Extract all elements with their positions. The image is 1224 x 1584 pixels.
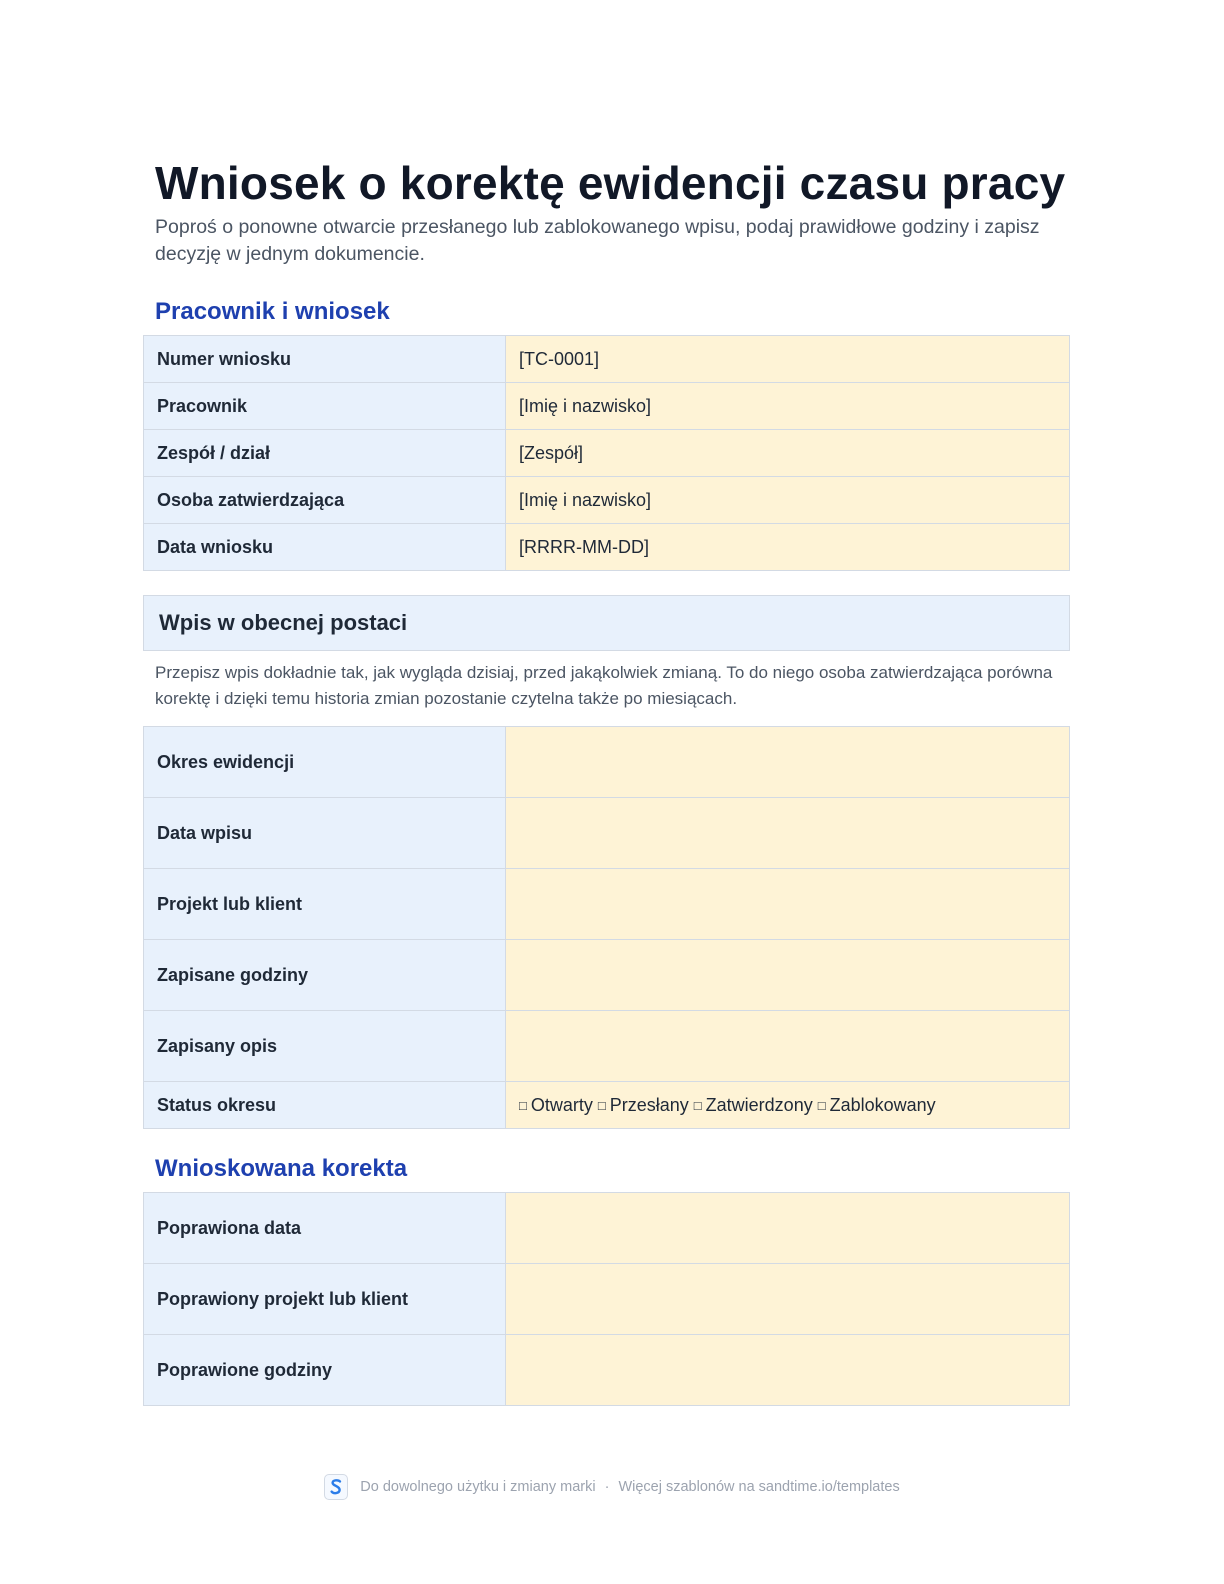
table-row <box>144 477 1070 524</box>
row-label: Poprawione godziny <box>144 1335 506 1406</box>
row-label: Data wpisu <box>144 798 506 869</box>
table-row <box>144 1082 1070 1129</box>
status-options <box>506 1082 1070 1129</box>
checkbox-icon: □ <box>817 1097 826 1113</box>
table-row <box>144 1011 1070 1082</box>
recorded-description-field[interactable] <box>506 1011 1070 1082</box>
row-label: Status okresu <box>144 1082 506 1129</box>
approver-field[interactable]: [Imię i nazwisko] <box>506 477 1070 524</box>
table-row <box>144 798 1070 869</box>
row-label: Poprawiona data <box>144 1193 506 1264</box>
checkbox-icon: □ <box>597 1097 606 1113</box>
status-option-locked[interactable]: □ Zablokowany <box>817 1094 936 1115</box>
table-row <box>144 1264 1070 1335</box>
status-option-submitted[interactable]: □ Przesłany <box>597 1094 689 1115</box>
checkbox-icon: □ <box>519 1097 527 1113</box>
status-option-open[interactable]: □ Otwarty <box>519 1094 593 1115</box>
row-label: Numer wniosku <box>144 336 506 383</box>
table-row <box>144 1335 1070 1406</box>
row-label: Pracownik <box>144 383 506 430</box>
request-number-field[interactable]: [TC-0001] <box>506 336 1070 383</box>
section-heading-current: Wpis w obecnej postaci <box>143 595 1070 651</box>
sandtime-logo-icon <box>324 1474 348 1500</box>
corrected-date-field[interactable] <box>506 1193 1070 1264</box>
row-label: Zapisany opis <box>144 1011 506 1082</box>
footer-templates-link[interactable]: Więcej szablonów na sandtime.io/templates <box>618 1479 900 1495</box>
table-row <box>144 383 1070 430</box>
correction-table <box>143 1192 1070 1406</box>
table-row <box>144 1193 1070 1264</box>
employee-name-field[interactable]: [Imię i nazwisko] <box>506 383 1070 430</box>
page-subtitle: Poproś o ponowne otwarcie przesłanego lub zablokowanego wpisu, podaj prawidłowe godziny i zapisz decyzję w jednym dokumencie. <box>155 216 1040 265</box>
table-row <box>144 524 1070 571</box>
section-note: Przepisz wpis dokładnie tak, jak wygląda dzisiaj, przed jakąkolwiek zmianą. To do niego osoba zatwierdzająca porówna korektę i dzięki temu historia zmian pozostanie czytelna także po miesiącach. <box>155 663 1053 708</box>
row-label: Zapisane godziny <box>144 940 506 1011</box>
table-row <box>144 727 1070 798</box>
row-label: Zespół / dział <box>144 430 506 477</box>
project-field[interactable] <box>506 869 1070 940</box>
corrected-hours-field[interactable] <box>506 1335 1070 1406</box>
section-heading-employee: Pracownik i wniosek <box>155 298 390 325</box>
employee-table <box>143 335 1070 571</box>
row-label: Osoba zatwierdzająca <box>144 477 506 524</box>
page-footer <box>0 1474 1224 1500</box>
corrected-project-field[interactable] <box>506 1264 1070 1335</box>
document-page <box>143 157 1070 1406</box>
checkbox-icon: □ <box>693 1097 702 1113</box>
row-label: Okres ewidencji <box>144 727 506 798</box>
period-field[interactable] <box>506 727 1070 798</box>
entry-date-field[interactable] <box>506 798 1070 869</box>
table-row <box>144 336 1070 383</box>
recorded-hours-field[interactable] <box>506 940 1070 1011</box>
team-field[interactable]: [Zespół] <box>506 430 1070 477</box>
table-row <box>144 430 1070 477</box>
status-option-approved[interactable]: □ Zatwierdzony <box>693 1094 813 1115</box>
row-label: Poprawiony projekt lub klient <box>144 1264 506 1335</box>
row-label: Projekt lub klient <box>144 869 506 940</box>
page-title: Wniosek o korektę ewidencji czasu pracy <box>155 157 1066 209</box>
footer-license-text: Do dowolnego użytku i zmiany marki <box>360 1479 596 1495</box>
table-row <box>144 940 1070 1011</box>
request-date-field[interactable]: [RRRR-MM-DD] <box>506 524 1070 571</box>
table-row <box>144 869 1070 940</box>
section-heading-correction: Wnioskowana korekta <box>155 1155 408 1182</box>
footer-separator: · <box>604 1479 610 1495</box>
current-entry-table <box>143 726 1070 1129</box>
row-label: Data wniosku <box>144 524 506 571</box>
